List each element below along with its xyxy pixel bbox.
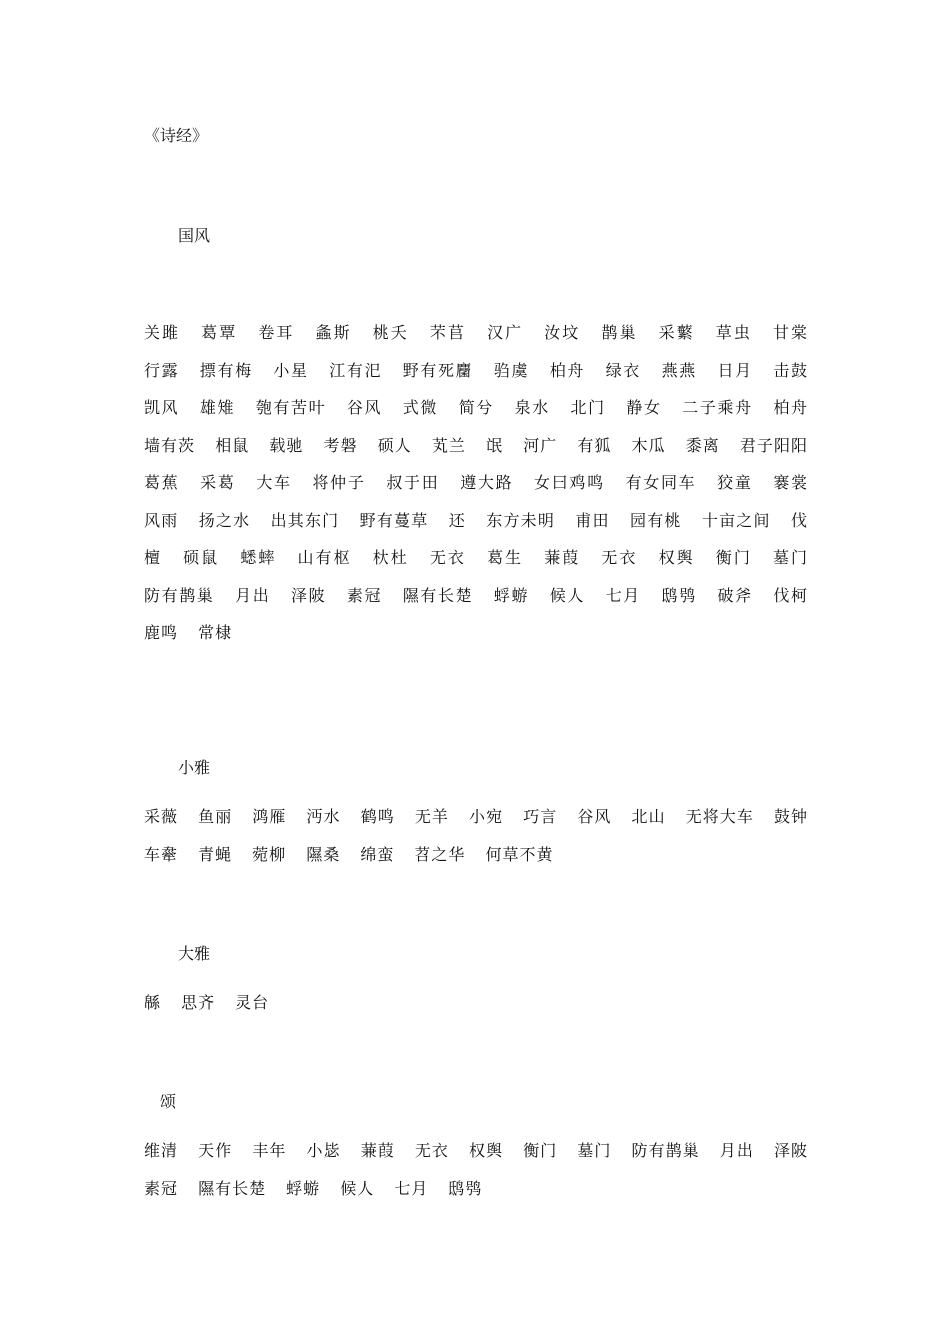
section-title-xiaoya: 小雅	[178, 758, 211, 777]
poem-list-song: 维清 天作 丰年 小毖 蒹葭 无衣 权舆 衡门 墓门 防有鹊巢 月出 泽陂 素冠 隰有长楚 蜉蝣 候人 七月 鸱鸮	[144, 1141, 808, 1198]
poem-list-xiaoya: 采薇 鱼丽 鸿雁 沔水 鹤鸣 无羊 小宛 巧言 谷风 北山 无将大车 鼓钟 车舝 青蝇 菀柳 隰桑 绵蛮 苕之华 何草不黄	[144, 807, 808, 864]
poem-list-guofeng: 关雎 葛覃 卷耳 螽斯 桃夭 芣苢 汉广 汝坟 鹊巢 采蘩 草虫 甘棠 行露 摽有梅 小星 江有汜 野有死麕 驺虞 柏舟 绿衣 燕燕 日月 击鼓 凯风 雄雉 匏有苦叶 谷风 式微 简兮 泉水 北门 静女 二子乘舟 柏舟 墙有茨 相鼠 载驰 考磐 硕人 芄兰 氓 河广 有狐 木瓜 黍离 君子阳阳 葛蕉 采葛 大车 将仲子 叔于田 遵大路 女曰鸡鸣 有女同车 狡童 褰裳 风雨 扬之水 出其东门 野有蔓草 还 东方未明 甫田 园有桃 十亩之间 伐檀 硕鼠 蟋蟀 山有枢 杕杜 无衣 葛生 蒹葭 无衣 权舆 衡门 墓门 防有鹊巢 月出 泽陂 素冠 隰有长楚 蜉蝣 候人 七月 鸱鸮 破斧 伐柯 鹿鸣 常棣	[144, 323, 808, 642]
section-title-daya: 大雅	[178, 944, 211, 963]
section-title-guofeng: 国风	[178, 226, 211, 245]
document-title: 《诗经》	[144, 126, 209, 145]
poem-list-daya: 緜 思齐 灵台	[144, 993, 270, 1012]
section-title-song: 颂	[160, 1092, 177, 1111]
